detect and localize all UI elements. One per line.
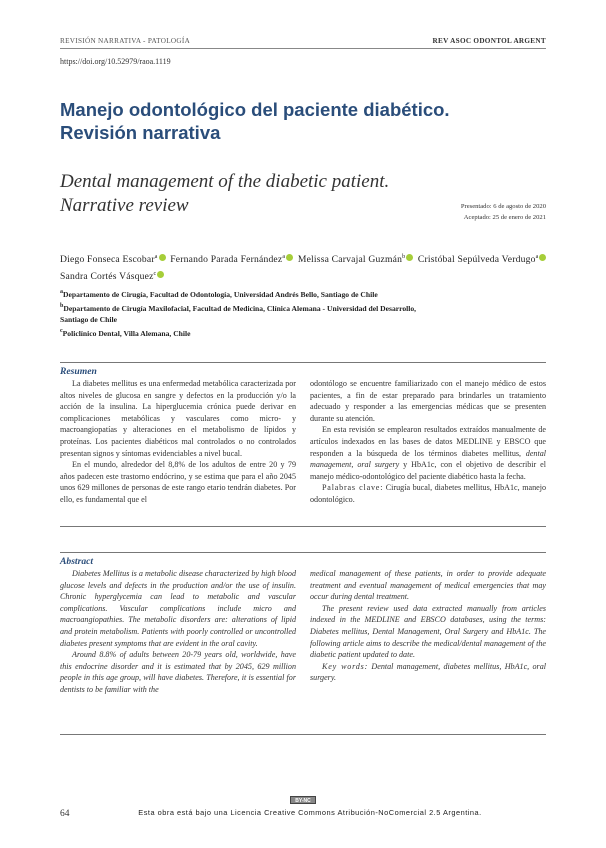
- abstract-col-right: [310, 568, 546, 684]
- header-divider: [60, 48, 546, 49]
- license-text[interactable]: Esta obra está bajo una Licencia Creative Commons Atribución-NoComercial 2.5 Argentina.: [138, 808, 482, 817]
- author-name: Fernando Parada Fernández: [170, 254, 283, 265]
- title-english-line2: Narrative review: [60, 195, 189, 216]
- author-affil-sup: a: [154, 254, 158, 260]
- creative-commons-icon[interactable]: BY-NC: [290, 796, 316, 804]
- resumen-title: Resumen: [60, 366, 97, 377]
- affiliation-b: $^b$Departamento de Cirugía Maxilofacial, Facultad de Medicina, Clínica Alemana - Universidad del Desarrollo,: [60, 302, 417, 313]
- affiliation-a: $^a$Departamento de Cirugía, Facultad de Odontología, Universidad Andrés Bello, Santiago de Chile: [60, 289, 378, 299]
- resumen-paragraph: La diabetes mellitus es una enfermedad metabólica caracterizada por altos niveles de glucosa en sangre y defectos en la producción y/o la acción de la insulina. La hiperglucemia crónica puede derivar en complicaciones metabólicas y vasculares como micro- y macroangiopatías y alteraciones en el metabolismo de lípidos y proteínas. Los pacientes diabéticos mal controlados o no controlados presentan signos y síntomas evidenciables a nivel bucal.: [60, 379, 296, 458]
- affiliation-b-city: Santiago de Chile: [60, 315, 117, 324]
- abstract-col-left: [60, 568, 296, 696]
- title-spanish-line2: Revisión narrativa: [60, 122, 221, 143]
- running-header-journal: REV ASOC ODONTOL ARGENT: [432, 37, 546, 45]
- orcid-icon[interactable]: [157, 271, 164, 278]
- abstract-paragraph: medical management of these patients, in order to provide adequate treatment and eventual management of medical emergencies that may occur during dental treatment.: [310, 569, 546, 602]
- author-affil-sup: a: [282, 254, 286, 260]
- affiliations: [60, 287, 540, 339]
- author-name: Cristóbal Sepúlveda Verdugo: [417, 254, 536, 265]
- doi-link[interactable]: https://doi.org/10.52979/raoa.1119: [60, 57, 171, 66]
- author-name: Melissa Carvajal Guzmán: [297, 254, 403, 265]
- orcid-icon[interactable]: [286, 254, 293, 261]
- author-name: Diego Fonseca Escobar: [60, 254, 155, 265]
- title-english: [60, 170, 420, 218]
- resumen-top-rule: [60, 362, 546, 363]
- resumen-paragraph: En esta revisión se emplearon resultados extraídos manualmente de artículos indexados en las bases de datos MEDLINE y EBSCO que responden a la búsqueda de los términos diabetes mellitus, dental management, oral surgery y HbA1c, con el objetivo de describir el manejo médico-odontológico del paciente diabético hasta la fecha.: [310, 425, 546, 481]
- date-accepted: Aceptado: 25 de enero de 2021: [463, 214, 546, 221]
- abstract-paragraph: Around 8.8% of adults between 20-79 years old, worldwide, have this endocrine disorder and it is estimated that by 2045, 629 million people in this age group, will have diabetes. Therefore, it is essential for dentists to be familiar with the: [60, 650, 296, 694]
- abstract-keywords: Key words: Dental management, diabetes mellitus, HbA1c, oral surgery.: [310, 661, 547, 683]
- title-english-line1: Dental management of the diabetic patient.: [60, 171, 390, 192]
- author-affil-sup: a: [535, 254, 539, 260]
- submission-dates: [461, 201, 546, 223]
- author-affil-sup: c: [153, 271, 157, 277]
- author-affil-sup: b: [402, 254, 406, 260]
- resumen-keywords: Palabras clave: Cirugía bucal, diabetes mellitus, HbA1c, manejo odontológico.: [310, 483, 547, 504]
- title-spanish-line1: Manejo odontológico del paciente diabético.: [60, 99, 450, 120]
- running-header-section: REVISIÓN NARRATIVA - PATOLOGÍA: [60, 37, 191, 45]
- resumen-paragraph: odontólogo se encuentre familiarizado con el manejo médico de estos pacientes, a fin de estar preparado para brindarles un tratamiento adecuado y responder a las emergencias médicas que se presenten durante su atención.: [310, 379, 546, 423]
- abstract-top-rule: [60, 552, 546, 553]
- page-number: 64: [60, 809, 70, 819]
- title-spanish: [60, 98, 520, 144]
- orcid-icon[interactable]: [406, 254, 413, 261]
- abstract-paragraph: The present review used data extracted manually from articles indexed in the MEDLINE and EBSCO databases, using the terms: Diabetes mellitus, Dental Management, Oral Surgery and HbA1c. The following article aims to describe the medical/dental management of the diabetic patient updated to date.: [310, 603, 546, 660]
- date-presented: Presentado: 6 de agosto de 2020: [460, 203, 546, 210]
- resumen-bottom-rule: [60, 526, 546, 527]
- resumen-col-left: [60, 378, 296, 506]
- orcid-icon[interactable]: [159, 254, 166, 261]
- abstract-bottom-rule: [60, 734, 546, 735]
- abstract-title: Abstract: [60, 556, 94, 567]
- author-list: [60, 250, 550, 284]
- resumen-paragraph: En el mundo, alrededor del 8,8% de los adultos de entre 20 y 79 años padecen este trastorno endócrino, y se estima que para el año 2045 unos 629 millones de personas de este rango etario tendrán diabetes. Por ello, es fundamental que el: [60, 460, 296, 504]
- author-name: Sandra Cortés Vásquez: [60, 271, 154, 282]
- affiliation-c: $^c$Policlínico Dental, Villa Alemana, Chile: [60, 327, 191, 338]
- resumen-col-right: [310, 378, 546, 506]
- abstract-paragraph: Diabetes Mellitus is a metabolic disease characterized by high blood glucose levels and defects in the production and/or the use of insulin. Chronic hyperglycemia can lead to metabolic and vascular complications. Vascular complications include micro and macroangiopathies. The metabolic disorders are: alterations of lipid and protein metabolism. Patients with poorly controlled or uncontrolled diabetes present symptoms that are evident in the oral cavity.: [60, 569, 296, 648]
- orcid-icon[interactable]: [539, 254, 546, 261]
